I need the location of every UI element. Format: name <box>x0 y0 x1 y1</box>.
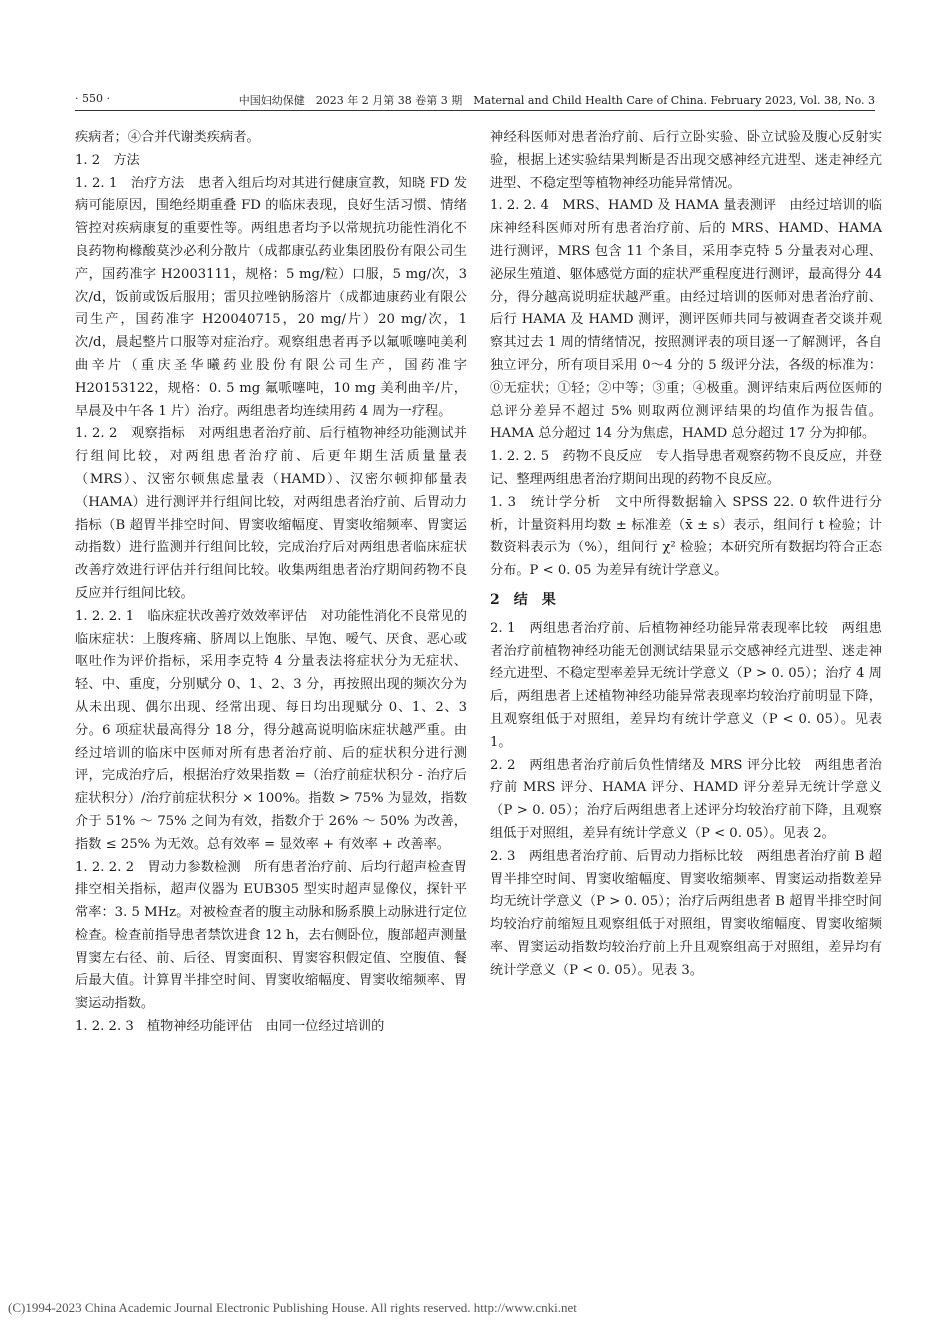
running-header <box>75 92 875 110</box>
copyright-footer: (C)1994-2023 China Academic Journal Electronic Publishing House. All rights reserved. http://www.cnki.net <box>8 1300 577 1315</box>
paragraph-result-2-2: 2. 2 两组患者治疗前后负性情绪及 MRS 评分比较 两组患者治疗前 MRS 评分、HAMA 评分、HAMD 评分差异无统计学意义（P > 0. 05）；治疗后两组患者上述评分均较治疗前下降，且观察组低于对照组，差异有统计学意义（P < 0. 05）。见表 2。 <box>490 757 882 841</box>
paragraph-scale-assessment: 1. 2. 2. 4 MRS、HAMD 及 HAMA 量表测评 由经过培训的临床神经科医师对所有患者治疗前、后的 MRS、HAMD、HAMA 进行测评，MRS 包含 11 个条目，采用李克特 5 分量表对心理、泌尿生殖道、躯体感觉方面的症状严重程度进行测评，最高得分 44 分，得分越高说明症状越严重。由经过培训的医师对患者治疗前、后行 HAMA 及 HAMD 测评，测评医师共同与被调查者交谈并观察其过去 1 周的情绪情况，按照测评表的项目逐一了解测评，各自独立评分，所有项目采用 0～4 分的 5 级评分法，各级的标准为：⓪无症状；①轻；②中等；③重；④极重。测评结束后两位医师的总评分差异不超过 5% 则取两位测评结果的均值作为报告值。HAMA 总分超过 14 分为焦虑，HAMD 总分超过 17 分为抑郁。 <box>490 198 882 442</box>
left-column <box>75 127 467 1039</box>
right-column <box>490 127 882 982</box>
paragraph: 神经科医师对患者治疗前、后行立卧实验、卧立试验及腹心反射实验，根据上述实验结果判断是否出现交感神经亢进型、迷走神经亢进型、不稳定型等植物神经功能异常情况。 <box>490 130 882 191</box>
header-rule <box>75 110 875 111</box>
section-heading-results: 2 结 果 <box>490 591 556 608</box>
paragraph-autonomic-assessment: 1. 2. 2. 3 植物神经功能评估 由同一位经过培训的 <box>75 1019 385 1035</box>
paragraph-adverse-reaction: 1. 2. 2. 5 药物不良反应 专人指导患者观察药物不良反应，并登记、整理两组患者治疗期间出现的药物不良反应。 <box>490 449 882 487</box>
paragraph-result-2-3: 2. 3 两组患者治疗前、后胃动力指标比较 两组患者治疗前 B 超胃半排空时间、胃窦收缩幅度、胃窦收缩频率、胃窦运动指数差异均无统计学意义（P > 0. 05）；治疗后两组患者 B 超胃半排空时间均较治疗前缩短且观察组低于对照组，胃窦收缩幅度、胃窦收缩频率、胃窦运动指数均较治疗前上升且观察组高于对照组，差异均有统计学意义（P < 0. 05）。见表 3。 <box>490 848 882 978</box>
paragraph-efficacy-evaluation: 1. 2. 2. 1 临床症状改善疗效效率评估 对功能性消化不良常见的临床症状：上腹疼痛、脐周以上饱胀、早饱、嗳气、厌食、恶心或呕吐作为评价指标，采用李克特 4 分量表法将症状分为无症状、轻、中、重度，分别赋分 0、1、2、3 分，再按照出现的频次分为从未出现、偶尔出现、经常出现、每日均出现赋分 0、1、2、3 分。6 项症状最高得分 18 分，得分越高说明临床症状越严重。由经过培训的临床中医师对所有患者治疗前、后的症状积分进行测评，完成治疗后，根据治疗效果指数 =（治疗前症状积分 - 治疗后症状积分）/治疗前症状积分 × 100%。指数 > 75% 为显效，指数介于 51% ～ 75% 之间为有效，指数介于 26% ～ 50% 为改善，指数 ≤ 25% 为无效。总有效率 = 显效率 + 有效率 + 改善率。 <box>75 608 467 852</box>
page-number: · 550 · <box>75 92 110 105</box>
paragraph-result-2-1: 2. 1 两组患者治疗前、后植物神经功能异常表现率比较 两组患者治疗前植物神经功能无创测试结果显示交感神经亢进型、迷走神经亢进型、不稳定型率差异无统计学意义（P > 0. 05）；治疗 4 周后，两组患者上述植物神经功能异常表现率均较治疗前明显下降，且观察组低于对照组，差异均有统计学意义（P < 0. 05）。见表 1。 <box>490 620 882 750</box>
paragraph-observation-index: 1. 2. 2 观察指标 对两组患者治疗前、后行植物神经功能测试并行组间比较，对两组患者治疗前、后更年期生活质量量表（MRS）、汉密尔顿焦虑量表（HAMD）、汉密尔顿抑郁量表（HAMA）进行测评并行组间比较，对两组患者治疗前、后胃动力指标（B 超胃半排空时间、胃窦收缩幅度、胃窦收缩频率、胃窦运动指数）进行监测并行组间比较，完成治疗后对两组患者临床症状改善疗效进行评估并行组间比较。收集两组患者治疗期间药物不良反应并行组间比较。 <box>75 426 467 601</box>
paragraph-gastric-motility: 1. 2. 2. 2 胃动力参数检测 所有患者治疗前、后均行超声检查胃排空相关指标，超声仪器为 EUB305 型实时超声显像仪，探针平常率：3. 5 MHz。对被检查者的腹主动脉和肠系膜上动脉进行定位检查。检查前指导患者禁饮进食 12 h，去右侧卧位，腹部超声测量胃窦左右径、前、后径、胃窦面积、胃窦容积假定值、空腹值、餐后最大值。计算胃半排空时间、胃窦收缩幅度、胃窦收缩频率、胃窦运动指数。 <box>75 859 467 1012</box>
paragraph: 疾病者；④合并代谢类疾病者。 <box>75 130 260 145</box>
section-heading-methods: 1. 2 方法 <box>75 152 140 168</box>
paragraph-statistics: 1. 3 统计学分析 文中所得数据输入 SPSS 22. 0 软件进行分析，计量资料用均数 ± 标准差（x̄ ± s）表示，组间行 t 检验；计数资料表示为（%），组间行 χ² 检验；本研究所有数据均符合正态分布。P < 0. 05 为差异有统计学意义。 <box>490 494 882 579</box>
journal-citation: 中国妇幼保健 2023 年 2 月第 38 卷第 3 期 Maternal and Child Health Care of China. February 2023, Vol. 38, No. 3 <box>238 94 875 107</box>
paragraph-treatment-method: 1. 2. 1 治疗方法 患者入组后均对其进行健康宣教，知晓 FD 发病可能原因，围绝经期重叠 FD 的临床表现，良好生活习惯、情绪管控对疾病康复的重要性等。两组患者均予以常规抗功能性消化不良药物枸橼酸莫沙必利分散片（成都康弘药业集团股份有限公司生产，国药准字 H2003111，规格：5 mg/粒）口服，5 mg/次，3 次/d，饭前或饭后服用；雷贝拉唑钠肠溶片（成都迪康药业有限公司生产，国药准字 H20040715，20 mg/片）20 mg/次，1 次/d，晨起整片口服等对症治疗。观察组患者再予以氟哌噻吨美利曲辛片（重庆圣华曦药业股份有限公司生产，国药准字 H20153122，规格：0. 5 mg 氟哌噻吨，10 mg 美利曲辛/片，早晨及中午各 1 片）治疗。两组患者均连续用药 4 周为一疗程。 <box>75 175 467 419</box>
